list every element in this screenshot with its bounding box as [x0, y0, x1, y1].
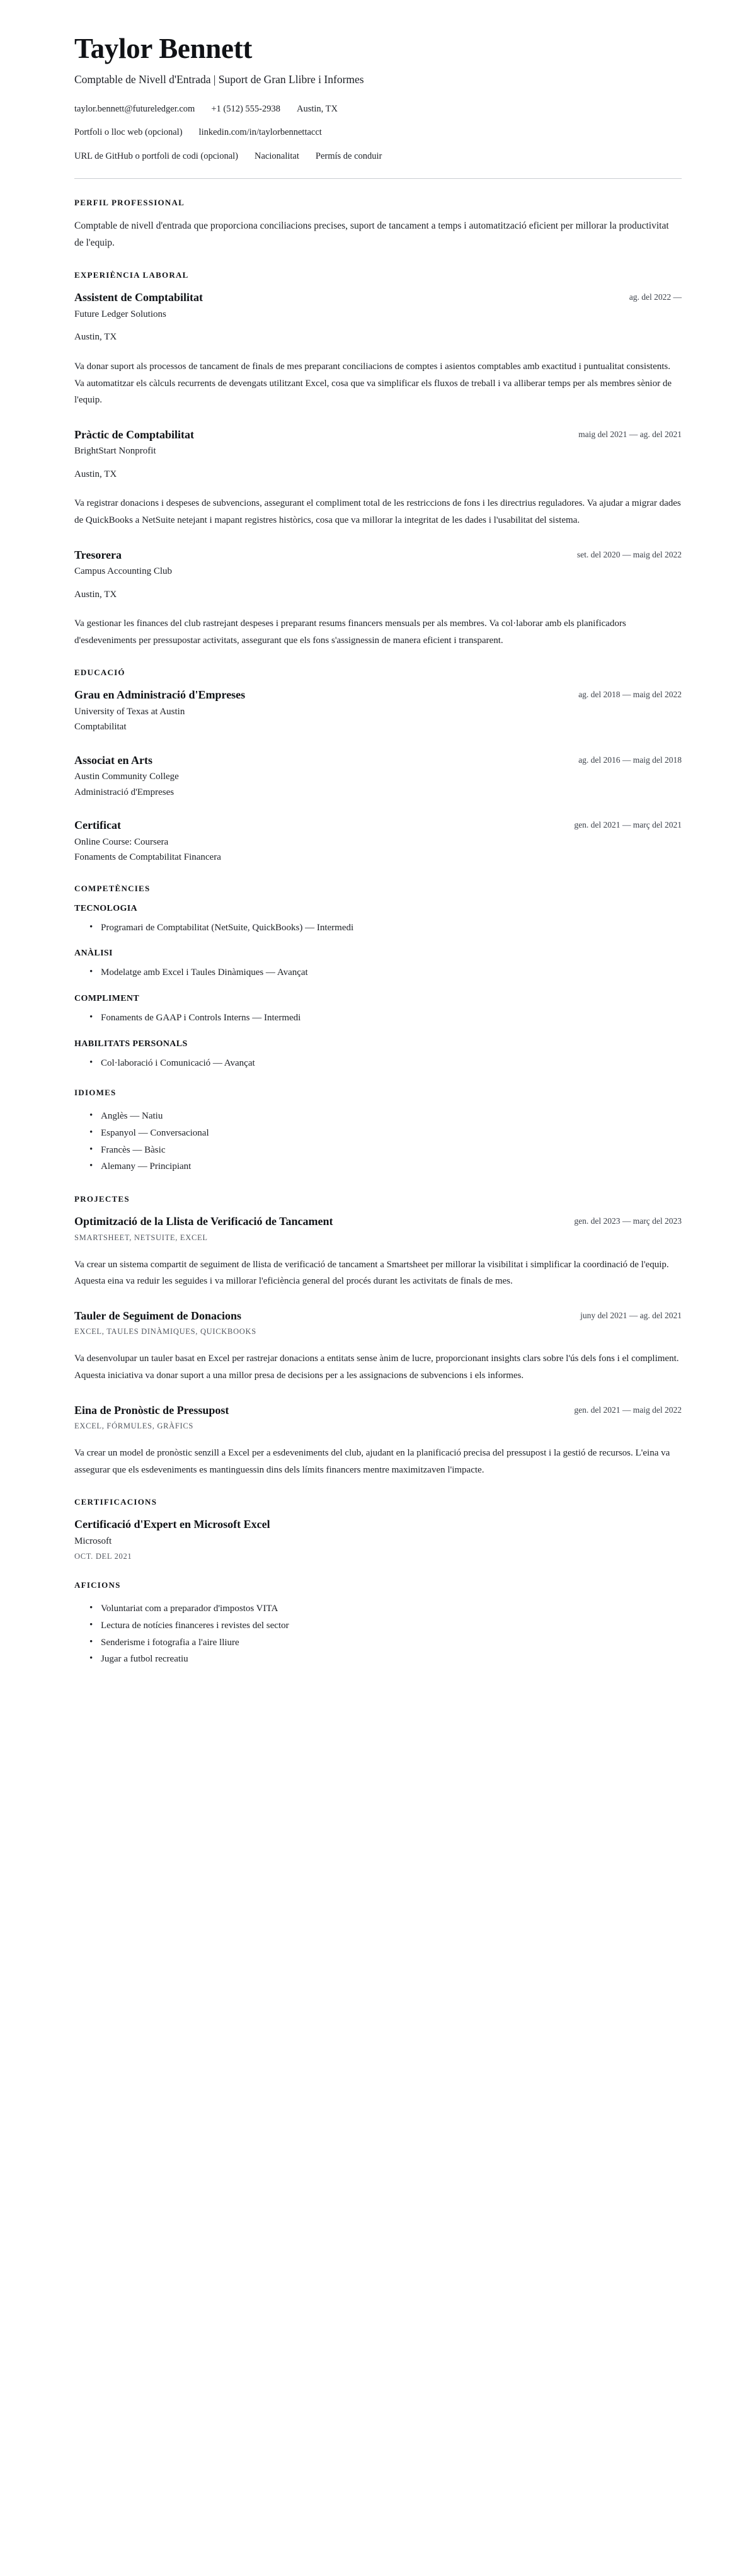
section-experience	[74, 270, 682, 649]
contact-item[interactable]: URL de GitHub o portfoli de codi (opcional)	[74, 151, 239, 161]
entry-header-row	[74, 1403, 682, 1418]
project-entry	[74, 1403, 682, 1479]
project-tags: EXCEL, TAULES DINÀMIQUES, QUICKBOOKS	[74, 1327, 256, 1336]
section-certifications	[74, 1497, 682, 1561]
experience-entry	[74, 428, 682, 529]
school-name: University of Texas at Austin	[74, 706, 185, 717]
languages-block	[74, 1088, 682, 1175]
skill-items	[74, 1010, 682, 1027]
project-date: gen. del 2023 — març del 2023	[574, 1216, 682, 1226]
school-name: Austin Community College	[74, 772, 179, 782]
job-date: set. del 2020 — maig del 2022	[576, 549, 682, 559]
experience-list	[74, 290, 682, 649]
section-title-education: EDUCACIÓ	[74, 668, 125, 678]
project-title: Optimització de la Llista de Verificació de Tancament	[74, 1215, 333, 1228]
job-date: ag. del 2022 —	[629, 292, 682, 302]
contact-item[interactable]: taylor.bennett@futureledger.com	[74, 103, 195, 114]
degree-date: ag. del 2018 — maig del 2022	[578, 690, 682, 700]
contact-row	[74, 102, 682, 116]
contact-item[interactable]: linkedin.com/in/taylorbennettacct	[198, 127, 322, 138]
school-name: Online Course: Coursera	[74, 836, 169, 847]
job-location: Austin, TX	[74, 469, 117, 479]
job-description: Va registrar donacions i despeses de subvencions, assegurant el compliment total de les restriccions de fons i les directrius reguladores. Va ajudar a migrar dades de QuickBooks a NetSuite netejant i mapant registres històrics, cosa que va millorar la integritat de les dades i l'usabilitat del sistema.	[74, 498, 681, 526]
candidate-name: Taylor Bennett	[74, 33, 253, 64]
certifications-list	[74, 1517, 682, 1561]
languages-list	[74, 1108, 682, 1175]
skill-items	[74, 964, 682, 981]
experience-entry	[74, 548, 682, 649]
skill-group	[74, 1039, 682, 1072]
job-location: Austin, TX	[74, 589, 117, 600]
project-entry	[74, 1214, 682, 1290]
certification-date: OCT. DEL 2021	[74, 1552, 132, 1561]
section-skills	[74, 884, 682, 1176]
project-description: Va crear un model de pronòstic senzill a Excel per a esdeveniments del club, ajudant en la planificació precisa del pressupost i la gestió de recursos. L'eina va assegurar que els esdeveniments es mantinguessin dins dels límits financers mentre maximitzaven l'impacte.	[74, 1448, 670, 1475]
education-entry	[74, 753, 682, 799]
skills-list	[74, 904, 682, 1072]
section-title-skills: COMPETÈNCIES	[74, 883, 151, 893]
summary-text: Comptable de nivell d'entrada que proporciona conciliacions precises, suport de tancament a temps i automatització eficient per millorar la productivitat de l'equip.	[74, 220, 669, 248]
header-divider	[74, 178, 682, 179]
entry-header-row	[74, 428, 682, 442]
degree-date: ag. del 2016 — maig del 2018	[578, 755, 682, 765]
project-title: Eina de Pronòstic de Pressupost	[74, 1403, 229, 1416]
project-title: Tauler de Seguiment de Donacions	[74, 1309, 242, 1322]
skill-item: • Col·laboració i Comunicació — Avançat	[89, 1055, 682, 1072]
language-item: • Alemany — Principiant	[89, 1158, 682, 1175]
section-education	[74, 668, 682, 864]
language-item: • Francès — Bàsic	[89, 1142, 682, 1159]
education-list	[74, 688, 682, 864]
skill-item: • Modelatge amb Excel i Taules Dinàmiques — Avançat	[89, 964, 682, 981]
job-company: BrightStart Nonprofit	[74, 446, 156, 457]
skill-item: • Fonaments de GAAP i Controls Interns — Intermedi	[89, 1010, 682, 1027]
section-projects	[74, 1194, 682, 1478]
entry-header-row	[74, 1214, 682, 1229]
skill-group	[74, 949, 682, 981]
experience-entry	[74, 290, 682, 408]
section-title-experience: EXPERIÈNCIA LABORAL	[74, 270, 189, 280]
contact-item[interactable]: Nacionalitat	[255, 151, 299, 161]
degree-title: Associat en Arts	[74, 753, 152, 767]
skill-category: HABILITATS PERSONALS	[74, 1039, 188, 1049]
job-description: Va donar suport als processos de tancament de finals de mes preparant conciliacions de comptes i asientos comptables amb exactitud i puntualitat consistents. Va automatitzar els càlculs recurrents de devengats utilitzant Excel, cosa que va simplificar els fluxos de treball i va alliberar temps per als membres sènior de l'equip.	[74, 361, 672, 406]
candidate-headline: Comptable de Nivell d'Entrada | Suport de Gran Llibre i Informes	[74, 73, 364, 86]
section-title-languages: IDIOMES	[74, 1088, 117, 1098]
projects-list	[74, 1214, 682, 1478]
hobby-item: • Lectura de notícies financeres i revistes del sector	[89, 1617, 682, 1634]
contact-item[interactable]: Permís de conduir	[315, 151, 382, 161]
entry-header-row	[74, 1309, 682, 1323]
job-description: Va gestionar les finances del club rastrejant despeses i preparant resums financers mensuals per als membres. Va col·laborar amb els planificadors d'esdeveniments per pressupostar activitats, assegurant que els fons s'assignessin de manera eficient i transparent.	[74, 618, 626, 646]
skill-group	[74, 904, 682, 937]
entry-header-row	[74, 290, 682, 305]
section-summary	[74, 198, 682, 251]
job-title: Assistent de Comptabilitat	[74, 291, 203, 304]
project-tags: SMARTSHEET, NETSUITE, EXCEL	[74, 1233, 208, 1242]
hobby-item: • Jugar a futbol recreatiu	[89, 1651, 682, 1668]
skill-category: COMPLIMENT	[74, 994, 140, 1004]
job-company: Campus Accounting Club	[74, 566, 172, 577]
skill-group	[74, 994, 682, 1027]
section-title-projects: PROJECTES	[74, 1194, 130, 1204]
project-date: juny del 2021 — ag. del 2021	[580, 1310, 682, 1320]
job-company: Future Ledger Solutions	[74, 309, 166, 319]
education-entry	[74, 818, 682, 864]
job-title: Tresorera	[74, 548, 122, 561]
field-of-study: Administració d'Empreses	[74, 787, 175, 797]
contact-block	[74, 102, 682, 163]
certification-name: Certificació d'Expert en Microsoft Excel	[74, 1518, 270, 1531]
project-date: gen. del 2021 — maig del 2022	[574, 1405, 682, 1415]
contact-item[interactable]: Portfoli o lloc web (opcional)	[74, 127, 183, 138]
project-entry	[74, 1309, 682, 1384]
project-description: Va crear un sistema compartit de seguiment de llista de verificació de tancament a Smartsheet per millorar la visibilitat i simplificar la coordinació de l'equip. Aquesta eina va reduir les seguides i va millorar l'eficiència general del procés durant les activitats de finals de mes.	[74, 1259, 669, 1287]
skill-item: • Programari de Comptabilitat (NetSuite, QuickBooks) — Intermedi	[89, 920, 682, 937]
project-description: Va desenvolupar un tauler basat en Excel per rastrejar donacions a entitats sense ànim de lucre, proporcionant insights clars sobre l'ús dels fons i el compliment. Aquesta iniciativa va donar suport a una millor presa de decisions per a les assignacions de subvencions i els informes.	[74, 1354, 679, 1381]
skill-category: TECNOLOGIA	[74, 903, 137, 913]
skill-category: ANÀLISI	[74, 949, 113, 959]
degree-title: Certificat	[74, 819, 121, 832]
section-title-certifications: CERTIFICACIONS	[74, 1497, 158, 1507]
job-location: Austin, TX	[74, 332, 117, 343]
certification-entry	[74, 1517, 682, 1561]
project-tags: EXCEL, FÓRMULES, GRÀFICS	[74, 1422, 194, 1431]
degree-title: Grau en Administració d'Empreses	[74, 688, 246, 702]
contact-row	[74, 149, 682, 163]
certification-issuer: Microsoft	[74, 1536, 112, 1546]
contact-item[interactable]: +1 (512) 555-2938	[211, 103, 280, 114]
field-of-study: Comptabilitat	[74, 722, 127, 732]
job-title: Pràctic de Comptabilitat	[74, 428, 194, 441]
hobby-item: • Voluntariat com a preparador d'impostos VITA	[89, 1600, 682, 1617]
skill-items	[74, 1055, 682, 1072]
section-title-hobbies: AFICIONS	[74, 1580, 121, 1590]
language-item: • Espanyol — Conversacional	[89, 1125, 682, 1142]
section-title-summary: PERFIL PROFESSIONAL	[74, 198, 185, 208]
section-hobbies	[74, 1580, 682, 1668]
entry-header-row	[74, 818, 682, 833]
entry-header-row	[74, 688, 682, 702]
contact-row	[74, 125, 682, 139]
field-of-study: Fonaments de Comptabilitat Financera	[74, 852, 221, 863]
resume-header	[74, 33, 682, 163]
entry-header-row	[74, 753, 682, 768]
skill-items	[74, 920, 682, 937]
hobbies-list	[74, 1600, 682, 1668]
hobby-item: • Senderisme i fotografia a l'aire lliure	[89, 1634, 682, 1651]
degree-date: gen. del 2021 — març del 2021	[574, 820, 682, 830]
job-date: maig del 2021 — ag. del 2021	[578, 429, 682, 439]
language-item: • Anglès — Natiu	[89, 1108, 682, 1125]
contact-item[interactable]: Austin, TX	[297, 103, 338, 114]
education-entry	[74, 688, 682, 734]
entry-header-row	[74, 548, 682, 562]
